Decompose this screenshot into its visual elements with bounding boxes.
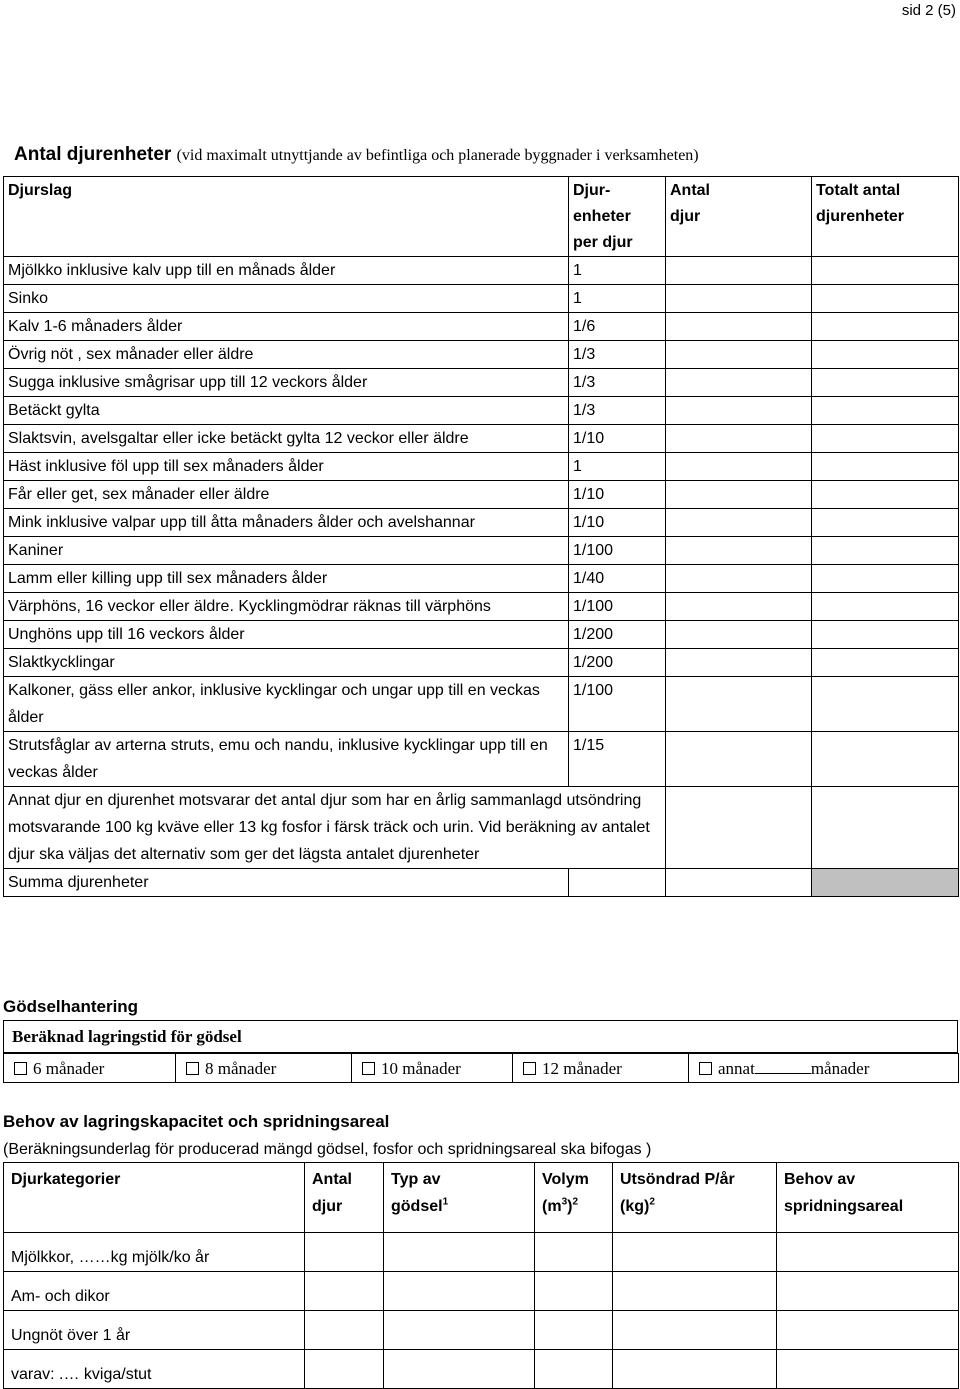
- input-cell[interactable]: [613, 1272, 777, 1311]
- input-cell[interactable]: [613, 1233, 777, 1272]
- units-cell: 1/100: [569, 677, 666, 732]
- total-units-cell[interactable]: [812, 313, 959, 341]
- table-row: [4, 481, 959, 509]
- animal-count-cell[interactable]: [666, 732, 812, 787]
- units-cell: 1/10: [569, 509, 666, 537]
- total-units-cell[interactable]: [812, 285, 959, 313]
- table-row: [4, 425, 959, 453]
- animal-count-cell[interactable]: [666, 341, 812, 369]
- header-total-units: Totalt antal djurenheter: [812, 177, 959, 257]
- page-number: sid 2 (5): [901, 2, 956, 19]
- total-units-cell[interactable]: [812, 677, 959, 732]
- species-cell: Sugga inklusive smågrisar upp till 12 veckors ålder: [4, 369, 569, 397]
- units-cell: 1: [569, 453, 666, 481]
- storage-time-title: Beräknad lagringstid för gödsel: [3, 1020, 958, 1053]
- table-row: [4, 1272, 959, 1311]
- units-cell: 1/10: [569, 425, 666, 453]
- animal-count-cell[interactable]: [666, 677, 812, 732]
- checkbox-icon[interactable]: [14, 1062, 27, 1075]
- total-units-cell[interactable]: [812, 453, 959, 481]
- total-units-cell[interactable]: [812, 257, 959, 285]
- animal-count-cell[interactable]: [666, 425, 812, 453]
- animal-count-cell[interactable]: [666, 509, 812, 537]
- units-cell: 1/3: [569, 369, 666, 397]
- input-cell[interactable]: [777, 1311, 959, 1350]
- total-units-cell[interactable]: [812, 369, 959, 397]
- other-animal-row: [4, 787, 959, 869]
- capacity-table: [3, 1162, 959, 1389]
- animal-count-cell[interactable]: [666, 369, 812, 397]
- animal-count-cell[interactable]: [666, 285, 812, 313]
- option-12-months[interactable]: 12 månader: [513, 1054, 689, 1083]
- input-cell[interactable]: [305, 1311, 384, 1350]
- species-cell: Får eller get, sex månader eller äldre: [4, 481, 569, 509]
- animal-count-cell[interactable]: [666, 621, 812, 649]
- animal-count-cell[interactable]: [666, 453, 812, 481]
- category-cell: Mjölkkor, ……kg mjölk/ko år: [4, 1233, 305, 1272]
- animal-count-cell[interactable]: [666, 565, 812, 593]
- animal-count-cell[interactable]: [666, 537, 812, 565]
- header-units-per-animal: Djur- enheter per djur: [569, 177, 666, 257]
- input-cell[interactable]: [384, 1350, 535, 1389]
- other-animal-text: Annat djur en djurenhet motsvarar det antal djur som har en årlig sammanlagd utsöndring motsvarande 100 kg kväve eller 13 kg fosfor i färsk träck och urin. Vid beräkning av antalet djur ska väljas det alternativ som ger det lägsta antalet djurenheter: [4, 787, 666, 869]
- header-animal-count: Antal djur: [666, 177, 812, 257]
- table-row: [4, 369, 959, 397]
- animal-count-cell[interactable]: [666, 313, 812, 341]
- animal-units-body: [4, 257, 959, 787]
- units-cell: 1: [569, 257, 666, 285]
- units-cell: 1/3: [569, 397, 666, 425]
- total-units-cell[interactable]: [812, 621, 959, 649]
- table-row: [4, 313, 959, 341]
- title-subtitle: (vid maximalt utnyttjande av befintliga och planerade byggnader i verksamheten): [176, 147, 699, 164]
- capacity-heading: Behov av lagringskapacitet och spridningsareal: [3, 1112, 390, 1131]
- table-row: [4, 593, 959, 621]
- table-row: [4, 1311, 959, 1350]
- table-row: [4, 341, 959, 369]
- species-cell: Värphöns, 16 veckor eller äldre. Kycklingmödrar räknas till värphöns: [4, 593, 569, 621]
- header-area: Behov av spridningsareal: [777, 1163, 959, 1233]
- sum-count-cell[interactable]: [666, 869, 812, 897]
- species-cell: Kalkoner, gäss eller ankor, inklusive kycklingar och ungar upp till en veckas ålder: [4, 677, 569, 732]
- animal-count-cell[interactable]: [666, 649, 812, 677]
- units-cell: 1/100: [569, 593, 666, 621]
- total-units-cell[interactable]: [812, 593, 959, 621]
- table-row: [4, 621, 959, 649]
- total-units-cell[interactable]: [812, 537, 959, 565]
- units-cell: 1: [569, 285, 666, 313]
- table-row: [4, 285, 959, 313]
- input-cell[interactable]: [384, 1233, 535, 1272]
- category-cell: Am- och dikor: [4, 1272, 305, 1311]
- input-cell[interactable]: [535, 1272, 613, 1311]
- units-cell: 1/10: [569, 481, 666, 509]
- storage-time-options: [3, 1053, 959, 1083]
- species-cell: Unghöns upp till 16 veckors ålder: [4, 621, 569, 649]
- total-units-cell[interactable]: [812, 397, 959, 425]
- species-cell: Kaniner: [4, 537, 569, 565]
- capacity-header-row: [4, 1163, 959, 1233]
- input-cell[interactable]: [777, 1233, 959, 1272]
- total-units-cell[interactable]: [812, 732, 959, 787]
- option-6-months[interactable]: 6 månader: [4, 1054, 176, 1083]
- total-units-cell[interactable]: [812, 481, 959, 509]
- table-row: [4, 257, 959, 285]
- table-row: [4, 453, 959, 481]
- animal-units-header-row: [4, 177, 959, 257]
- option-other-months[interactable]: annat månader: [689, 1054, 959, 1083]
- header-category: Djurkategorier: [4, 1163, 305, 1233]
- animal-units-table: [3, 176, 959, 897]
- option-10-months[interactable]: 10 månader: [352, 1054, 513, 1083]
- sum-units-cell: [569, 869, 666, 897]
- units-cell: 1/15: [569, 732, 666, 787]
- total-units-cell[interactable]: [812, 565, 959, 593]
- species-cell: Slaktsvin, avelsgaltar eller icke betäckt gylta 12 veckor eller äldre: [4, 425, 569, 453]
- input-cell[interactable]: [535, 1233, 613, 1272]
- input-cell[interactable]: [777, 1350, 959, 1389]
- option-8-months[interactable]: 8 månader: [176, 1054, 352, 1083]
- table-row: [4, 565, 959, 593]
- species-cell: Mink inklusive valpar upp till åtta månaders ålder och avelshannar: [4, 509, 569, 537]
- input-cell[interactable]: [535, 1311, 613, 1350]
- category-cell: Ungnöt över 1 år: [4, 1311, 305, 1350]
- input-cell[interactable]: [384, 1311, 535, 1350]
- input-cell[interactable]: [305, 1272, 384, 1311]
- table-row: [4, 1350, 959, 1389]
- table-row: [4, 397, 959, 425]
- input-cell[interactable]: [305, 1233, 384, 1272]
- header-count: Antal djur: [305, 1163, 384, 1233]
- checkbox-icon[interactable]: [699, 1062, 712, 1075]
- table-row: [4, 537, 959, 565]
- other-animal-count-cell[interactable]: [666, 787, 812, 869]
- species-cell: Sinko: [4, 285, 569, 313]
- units-cell: 1/200: [569, 621, 666, 649]
- species-cell: Strutsfåglar av arterna struts, emu och nandu, inklusive kycklingar upp till en veckas ålder: [4, 732, 569, 787]
- species-cell: Slaktkycklingar: [4, 649, 569, 677]
- species-cell: Övrig nöt , sex månader eller äldre: [4, 341, 569, 369]
- header-species: Djurslag: [4, 177, 569, 257]
- capacity-note: (Beräkningsunderlag för producerad mängd gödsel, fosfor och spridningsareal ska bifogas ): [3, 1141, 652, 1158]
- other-animal-total-cell[interactable]: [812, 787, 959, 869]
- section-title-animal-units: [14, 144, 699, 166]
- checkbox-icon[interactable]: [362, 1062, 375, 1075]
- units-cell: 1/40: [569, 565, 666, 593]
- animal-count-cell[interactable]: [666, 257, 812, 285]
- animal-count-cell[interactable]: [666, 481, 812, 509]
- units-cell: 1/200: [569, 649, 666, 677]
- species-cell: Kalv 1-6 månaders ålder: [4, 313, 569, 341]
- total-units-cell[interactable]: [812, 509, 959, 537]
- input-cell[interactable]: [305, 1350, 384, 1389]
- category-cell: varav: .… kviga/stut: [4, 1350, 305, 1389]
- units-cell: 1/6: [569, 313, 666, 341]
- capacity-body: [4, 1233, 959, 1389]
- months-blank-field[interactable]: [755, 1059, 811, 1074]
- species-cell: Mjölkko inklusive kalv upp till en månads ålder: [4, 257, 569, 285]
- total-units-cell[interactable]: [812, 341, 959, 369]
- sum-total-cell-shaded: [812, 869, 959, 897]
- units-cell: 1/100: [569, 537, 666, 565]
- units-cell: 1/3: [569, 341, 666, 369]
- animal-count-cell[interactable]: [666, 397, 812, 425]
- species-cell: Lamm eller killing upp till sex månaders ålder: [4, 565, 569, 593]
- checkbox-icon[interactable]: [523, 1062, 536, 1075]
- header-phosphorus: Utsöndrad P/år (kg)$^2$: [613, 1163, 777, 1233]
- header-volume: Volym $(m^3)^2$: [535, 1163, 613, 1233]
- input-cell[interactable]: [535, 1350, 613, 1389]
- manure-heading: Gödselhantering: [3, 997, 139, 1016]
- table-row: [4, 509, 959, 537]
- input-cell[interactable]: [777, 1272, 959, 1311]
- input-cell[interactable]: [613, 1311, 777, 1350]
- table-row: [4, 1233, 959, 1272]
- checkbox-icon[interactable]: [186, 1062, 199, 1075]
- input-cell[interactable]: [384, 1272, 535, 1311]
- species-cell: Häst inklusive föl upp till sex månaders ålder: [4, 453, 569, 481]
- total-units-cell[interactable]: [812, 649, 959, 677]
- total-units-cell[interactable]: [812, 425, 959, 453]
- sum-label: Summa djurenheter: [4, 869, 569, 897]
- header-manure-type: Typ av gödsel$^1$: [384, 1163, 535, 1233]
- title-main: Antal djurenheter: [14, 144, 172, 165]
- table-row: [4, 677, 959, 732]
- animal-count-cell[interactable]: [666, 593, 812, 621]
- table-row: [4, 649, 959, 677]
- sum-row: [4, 869, 959, 897]
- species-cell: Betäckt gylta: [4, 397, 569, 425]
- table-row: [4, 732, 959, 787]
- input-cell[interactable]: [613, 1350, 777, 1389]
